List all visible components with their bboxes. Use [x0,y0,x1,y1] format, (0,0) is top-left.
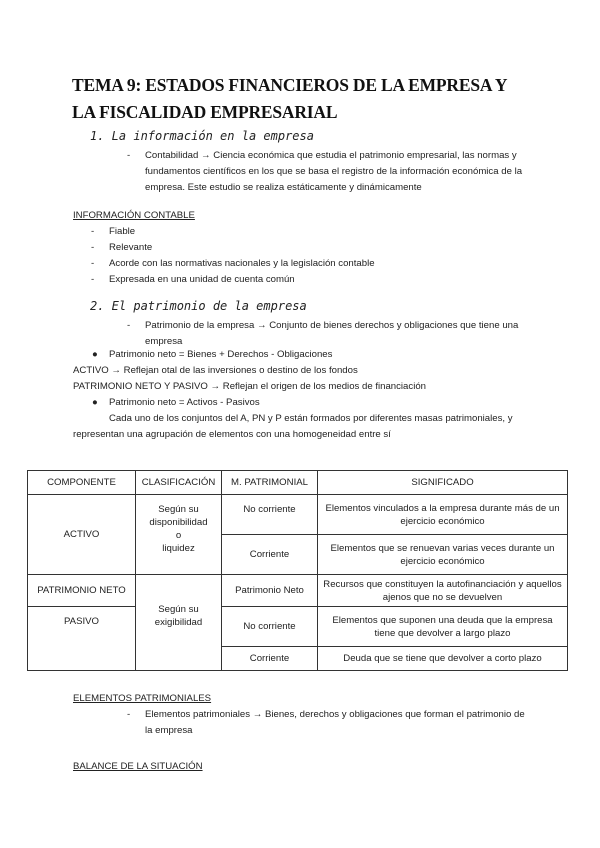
info-list [91,224,529,288]
bullet-dot: ● [92,349,98,360]
list-item: - Relevante [91,242,153,253]
bullet-text: Patrimonio neto = Bienes + Derechos - Obligaciones [109,349,333,360]
elementos-item: - Elementos patrimoniales → Bienes, derechos y obligaciones que forman el patrimonio de la empresa [127,709,525,736]
header-m-patrimonial: M. PATRIMONIAL [222,471,318,495]
list-item-text: Relevante [109,242,153,253]
header-componente: COMPONENTE [28,471,136,495]
clasif-line: Según su [158,604,199,615]
cell-patrimonio-neto: PATRIMONIO NETO [28,575,136,607]
list-item: - Expresada en una unidad de cuenta común [91,274,295,285]
table-header-row [28,471,568,495]
cell-m-patrimonial: Corriente [222,647,318,671]
list-item-text: Expresada en una unidad de cuenta común [109,274,295,285]
cell-clasificacion-liquidez [136,495,222,575]
header-clasificacion: CLASIFICACIÓN [136,471,222,495]
list-item-text: Acorde con las normativas nacionales y la legislación contable [109,258,375,269]
bullet-patrimonio-neto-2 [92,395,260,411]
cell-m-patrimonial: Corriente [222,535,318,575]
dash-marker: - [127,150,131,161]
patrimonio-text: Patrimonio de la empresa → Conjunto de bienes derechos y obligaciones que tiene una empresa [145,320,519,347]
cell-significado: Deuda que se tiene que devolver a corto plazo [318,647,568,671]
patrimonio-item: - Patrimonio de la empresa → Conjunto de bienes derechos y obligaciones que tiene una empresa [127,320,519,347]
page-title [72,72,542,126]
list-item: - Acorde con las normativas nacionales y la legislación contable [91,258,375,269]
elementos-heading: ELEMENTOS PATRIMONIALES [73,693,212,704]
bullet-patrimonio-neto-1 [92,347,333,363]
contabilidad-item [127,148,537,196]
section-2-heading: 2. El patrimonio de la empresa [90,299,307,313]
cell-m-patrimonial: No corriente [222,495,318,535]
clasif-line: Según su [158,504,199,515]
patrimonio-table [27,470,568,671]
balance-heading: BALANCE DE LA SITUACIÓN [73,761,203,772]
title-line-2: LA FISCALIDAD EMPRESARIAL [72,102,338,122]
table-row [28,495,568,535]
clasif-line: disponibilidad [149,517,208,528]
cell-activo: ACTIVO [28,495,136,575]
cell-m-patrimonial: No corriente [222,607,318,647]
clasif-line: o [175,530,182,541]
cell-significado: Recursos que constituyen la autofinanciación y aquellos ajenos que no se devuelven [318,575,568,607]
clasif-line: exigibilidad [154,617,203,628]
bullet-dot: ● [92,397,98,408]
masas-paragraph: Cada uno de los conjuntos del A, PN y P están formados por diferentes masas patrimoniales, y representan una agrupación de elementos con una homogeneidad entre sí [73,413,513,440]
cell-m-patrimonial: Patrimonio Neto [222,575,318,607]
bullet-text: Patrimonio neto = Activos - Pasivos [109,397,260,408]
clasif-line: liquidez [162,543,195,554]
cell-significado: Elementos que suponen una deuda que la empresa tiene que devolver a largo plazo [318,607,568,647]
section-1-heading: 1. La información en la empresa [90,129,314,143]
table-row [28,575,568,607]
cell-pasivo: PASIVO [28,607,136,671]
cell-clasificacion-exigibilidad [136,575,222,671]
list-item-text: Fiable [109,226,136,237]
header-significado: SIGNIFICADO [318,471,568,495]
contabilidad-text: Contabilidad → Ciencia económica que estudia el patrimonio empresarial, las normas y fundamentos científicos en los que se basa el registro de la información económica de la empresa. Este estudio se realiza estáticamente y dinámicamente [145,150,523,193]
cell-significado: Elementos vinculados a la empresa durante más de un ejercicio económico [318,495,568,535]
elementos-text: Elementos patrimoniales → Bienes, derechos y obligaciones que forman el patrimonio de la empresa [145,709,525,736]
info-contable-heading: INFORMACIÓN CONTABLE [73,210,195,221]
table-row [28,607,568,647]
title-line-1: TEMA 9: ESTADOS FINANCIEROS DE LA EMPRESA Y [72,75,508,95]
list-item: - Fiable [91,226,136,237]
activo-line: ACTIVO → Reflejan otal de las inversiones o destino de los fondos [73,365,358,376]
pn-pasivo-line: PATRIMONIO NETO Y PASIVO → Reflejan el origen de los medios de financiación [73,381,426,392]
cell-significado: Elementos que se renuevan varias veces durante un ejercicio económico [318,535,568,575]
